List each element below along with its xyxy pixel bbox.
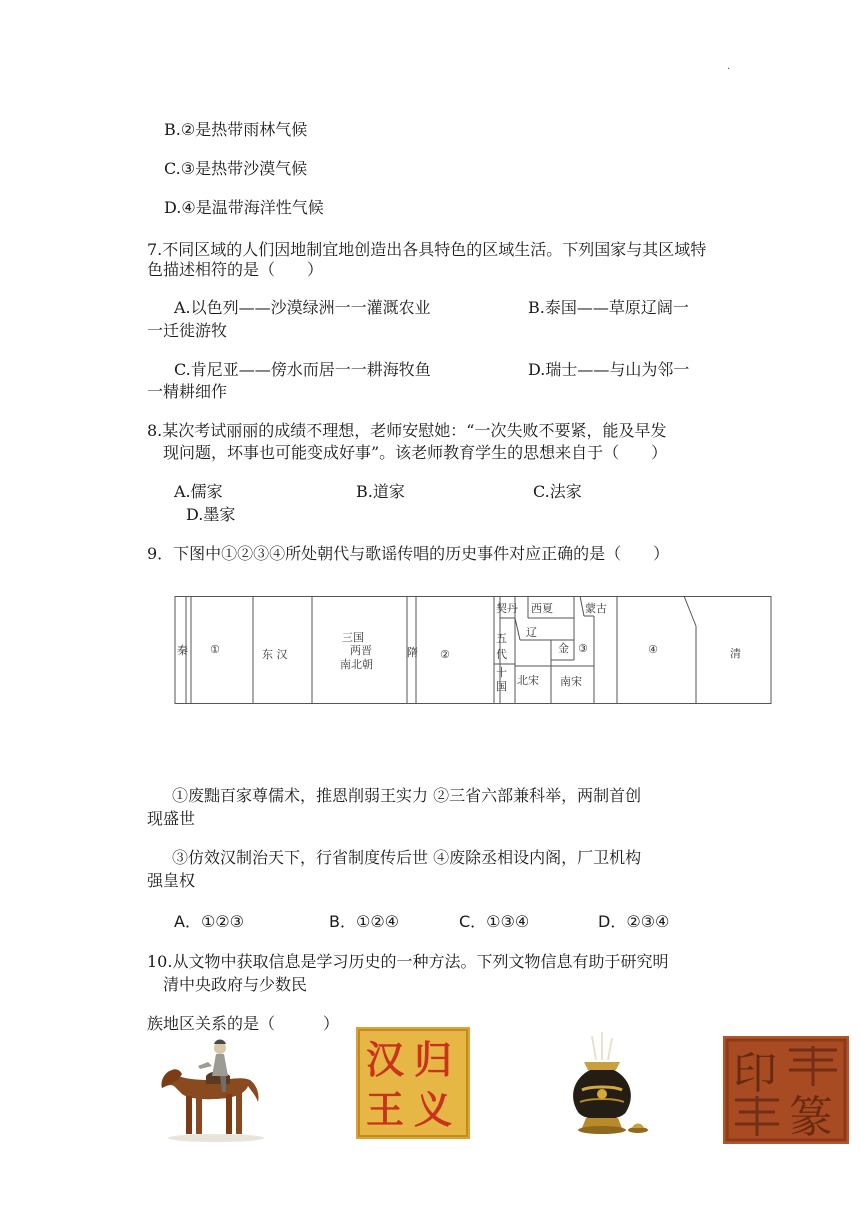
- page-marker: ·: [727, 64, 731, 75]
- label-dai: 代: [496, 648, 507, 661]
- label-donghan: 东 汉: [262, 648, 288, 661]
- q8-option-c: C.法家: [533, 482, 582, 501]
- dynasty-timeline: [174, 596, 772, 704]
- q8-stem-line2: 现问题，坏事也可能变成好事”。该老师教育学生的思想来自于（ ）: [163, 443, 668, 462]
- label-jin: 金: [558, 642, 569, 655]
- label-liangjin: 两晋: [350, 644, 372, 657]
- q8-option-b: B.道家: [356, 482, 405, 501]
- q9-statement-line2: ③仿效汉制治天下，行省制度传后世 ④废除丞相设内阁，厂卫机构: [172, 848, 642, 867]
- label-qin: 秦: [177, 644, 188, 657]
- label-guo: 国: [496, 680, 507, 693]
- seal1-char-3: 汉: [366, 1037, 405, 1082]
- q7-option-d-cont: 一精耕细作: [147, 382, 228, 401]
- horse-rider-figurine-image: [158, 1036, 270, 1144]
- q9-statement-line2-cont: 强皇权: [147, 871, 196, 890]
- label-circle-4: ④: [648, 643, 658, 656]
- q7-stem-line2: 色描述相符的是（ ）: [147, 260, 324, 279]
- label-wu: 五: [496, 632, 507, 645]
- q7-option-b-cont: 一迁徙游牧: [147, 321, 228, 340]
- q6-option-b: B.②是热带雨林气候: [164, 120, 308, 139]
- q10-stem-line1: 10.从文物中获取信息是学习历史的一种方法。下列文物信息有助于研究明: [147, 952, 669, 971]
- seal2-char-1: 印: [733, 1048, 777, 1099]
- q7-option-d: D.瑞士——与山为邻一: [528, 360, 690, 379]
- q9-option-c: C．①③④: [459, 912, 530, 931]
- q8-stem-line1: 8.某次考试丽丽的成绩不理想，老师安慰她：“一次失败不要紧，能及早发: [147, 421, 667, 440]
- label-xixia: 西夏: [531, 602, 553, 615]
- seal1-char-2: 义: [414, 1087, 453, 1132]
- q10-stem-line2: 清中央政府与少数民: [163, 975, 308, 994]
- q9-stem: 9．下图中①②③④所处朝代与歌谣传唱的历史事件对应正确的是（ ）: [147, 544, 670, 563]
- label-circle-3: ③: [578, 642, 588, 655]
- seal1-char-1: 归: [414, 1037, 453, 1082]
- label-circle-1: ①: [210, 643, 220, 656]
- q9-statement-line1-cont: 现盛世: [147, 809, 196, 828]
- incense-burner-image: [556, 1030, 662, 1140]
- q6-option-d: D.④是温带海洋性气候: [164, 198, 324, 217]
- seal1-char-4: 王: [366, 1087, 405, 1132]
- q7-option-c: C.肯尼亚——傍水而居一一耕海牧鱼: [174, 360, 431, 379]
- q9-statement-line1: ①废黜百家尊儒术，推恩削弱王实力 ②三省六部兼科举，两制首创: [172, 786, 642, 805]
- q8-option-d: D.墨家: [186, 505, 236, 524]
- q6-option-c: C.③是热带沙漠气候: [164, 159, 308, 178]
- label-menggu: 蒙古: [585, 602, 607, 615]
- label-liao: 辽: [526, 626, 537, 639]
- q9-option-d: D．②③④: [598, 912, 670, 931]
- label-beisong: 北宋: [517, 674, 539, 687]
- seal2-char-2: 篆: [789, 1092, 833, 1143]
- label-qing: 清: [730, 647, 741, 660]
- q10-stem-line3: 族地区关系的是（ ）: [147, 1014, 340, 1033]
- q8-option-a: A.儒家: [174, 482, 223, 501]
- label-qidan: 契丹: [496, 602, 518, 615]
- label-circle-2: ②: [440, 648, 450, 661]
- red-seal-impression-image: [723, 1036, 849, 1144]
- q7-option-a: A.以色列——沙漠绿洲一一灌溉农业: [174, 298, 431, 317]
- label-sanguo: 三国: [342, 631, 364, 644]
- q7-stem-line1: 7.不同区域的人们因地制宜地创造出各具特色的区域生活。下列国家与其区域特: [147, 240, 707, 259]
- gold-seal-image: [356, 1027, 470, 1139]
- label-nanbeichao: 南北朝: [340, 658, 373, 671]
- q9-option-b: B．①②④: [329, 912, 400, 931]
- q7-option-b: B.泰国——草原辽阔一: [528, 298, 689, 317]
- q9-option-a: A．①②③: [174, 912, 244, 931]
- label-sui: 隋: [407, 646, 418, 659]
- label-shi: 十: [496, 666, 507, 679]
- label-nansong: 南宋: [560, 675, 582, 688]
